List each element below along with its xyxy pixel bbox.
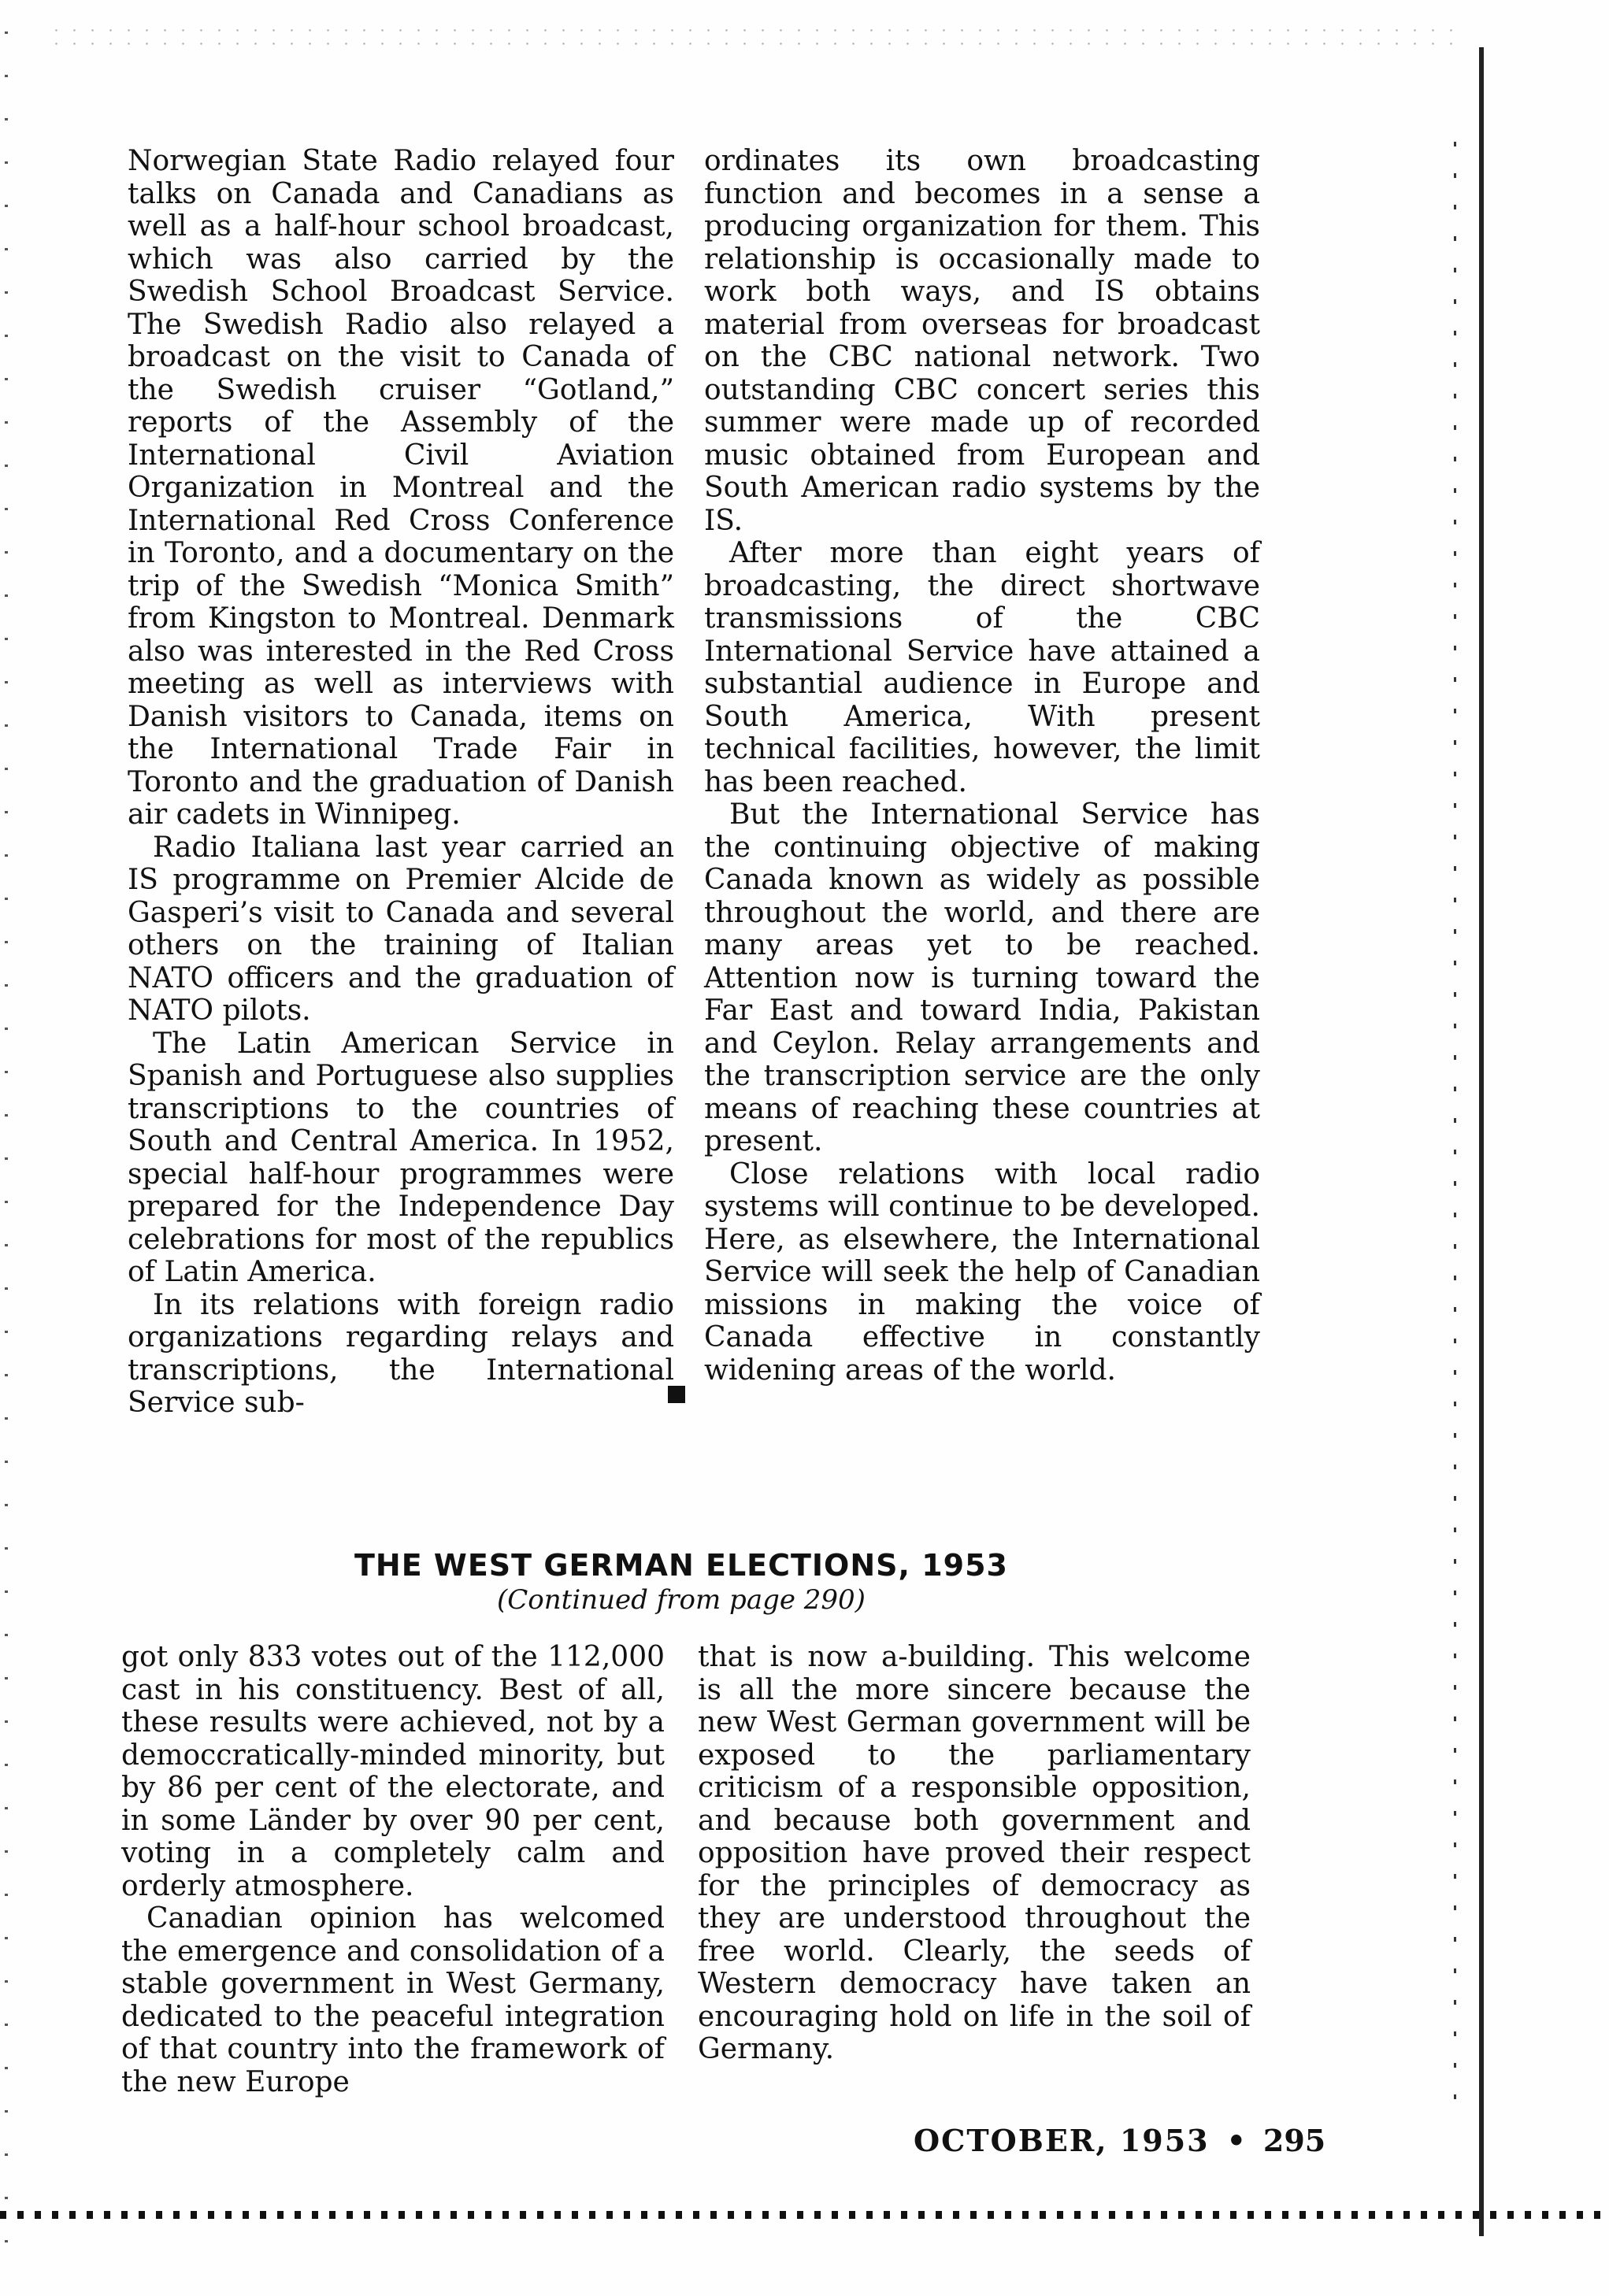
article-title: THE WEST GERMAN ELECTIONS, 1953 [354,1548,1008,1583]
top-right-column [704,145,1260,1387]
page-number: 295 [1262,2123,1326,2158]
paragraph: After more than eight years of broadcasting, the direct shortwave transmissions of the CBC International Service have attained a substantial audience in Europe and South America, With present technical facilities, however, the limit has been reached. [704,537,1260,798]
bottom-right-column [698,1641,1251,2066]
scan-edge-bottom [0,2211,1609,2219]
section-divider-mark [668,1386,685,1403]
issue-date: OCTOBER, 1953 [914,2123,1210,2158]
paragraph: The Latin American Service in Spanish and Portuguese also supplies transcriptions to the countries of South and Central America. In 1952, special half-hour programmes were prepared for the Independence Day celebrations for most of the republics of Latin America. [128,1027,674,1288]
paragraph: But the International Service has the continuing objective of making Canada known as widely as possible throughout the world, and there are many areas yet to be reached. Attention now is turning toward the Far East and toward India, Pakistan and Ceylon. Relay arrangements and the transcription service are the only means of reaching these countries at present. [704,798,1260,1157]
page-footer [914,2123,1326,2158]
paragraph: got only 833 votes out of the 112,000 cast in his constituency. Best of all, these results were achieved, not by a democcratically-minded minority, but by 86 per cent of the electorate, and in some Länder by over 90 per cent, voting in a completely calm and orderly atmosphere. [121,1641,665,1902]
scan-noise-top [47,24,1465,47]
paragraph: Radio Italiana last year carried an IS programme on Premier Alcide de Gasperi’s visit to Canada and several others on the training of Italian NATO officers and the graduation of NATO pilots. [128,831,674,1027]
paragraph: Canadian opinion has welcomed the emergence and consolidation of a stable government in West Germany, dedicated to the peaceful integration of that country into the framework of the new Europe [121,1902,665,2098]
bottom-left-column [121,1641,665,2098]
paragraph: Close relations with local radio systems will continue to be developed. Here, as elsewhere, the International Service will seek the help of Canadian missions in making the voice of Canada effective in constantly widening areas of the world. [704,1157,1260,1387]
paragraph: In its relations with foreign radio organizations regarding relays and transcriptions, the International Service sub- [128,1288,674,1419]
paragraph: that is now a-building. This welcome is all the more sincere because the new West German government will be exposed to the parliamentary criticism of a responsible opposition, and because both government and opposition have proved their respect for the principles of democracy as they are understood throughout the free world. Clearly, the seeds of Western democracy have taken an encouraging hold on life in the soil of Germany. [698,1641,1251,2065]
top-left-column [128,145,674,1420]
scan-edge-left [5,31,8,2252]
scan-noise-right [1454,142,1456,2110]
scan-edge-right [1479,47,1484,2236]
footer-separator: • [1226,2123,1246,2158]
continued-note: (Continued from page 290) [497,1584,866,1616]
paragraph: ordinates its own broadcasting function and becomes in a sense a producing organization for them. This relationship is occasionally made to work both ways, and IS obtains material from overseas for broadcast on the CBC national network. Two outstanding CBC concert series this summer were made up of recorded music obtained from European and South American radio systems by the IS. [704,145,1260,537]
paragraph: Norwegian State Radio relayed four talks on Canada and Canadians as well as a half-hour school broadcast, which was also carried by the Swedish School Broadcast Service. The Swedish Radio also relayed a broadcast on the visit to Canada of the Swedish cruiser “Gotland,” reports of the Assembly of the International Civil Aviation Organization in Montreal and the International Red Cross Conference in Toronto, and a documentary on the trip of the Swedish “Monica Smith” from Kingston to Montreal. Denmark also was interested in the Red Cross meeting as well as interviews with Danish visitors to Canada, items on the International Trade Fair in Toronto and the graduation of Danish air cadets in Winnipeg. [128,145,674,831]
